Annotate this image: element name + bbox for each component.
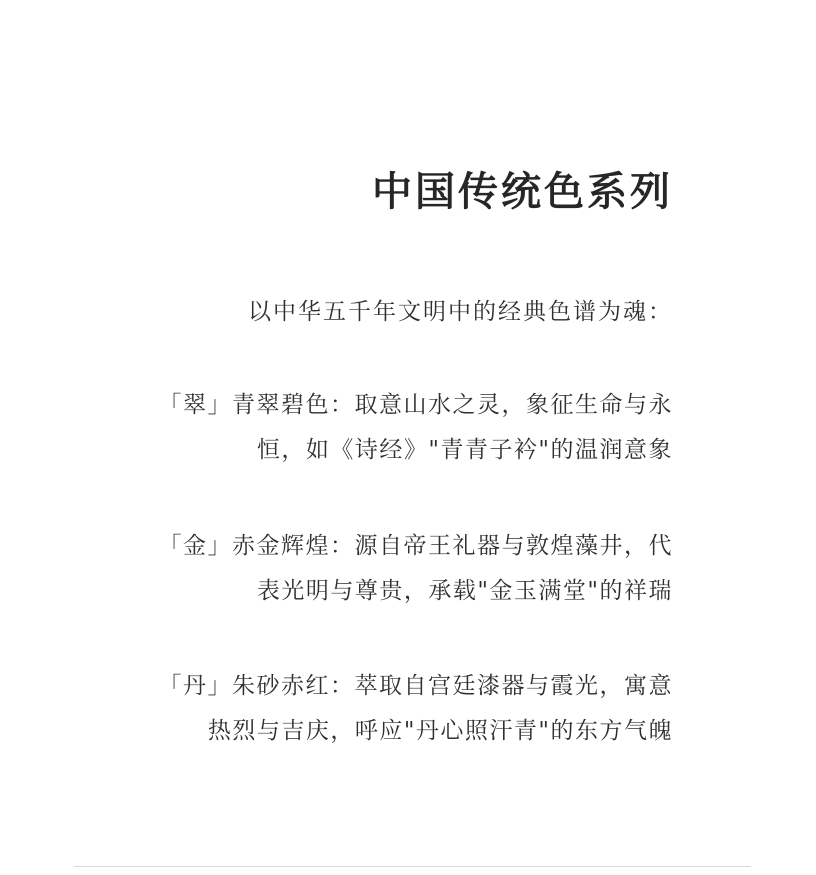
color-item-jin [159,524,674,614]
color-item-line: 「金」赤金辉煌：源自帝王礼器与敦煌藻井，代 [158,533,673,559]
color-item-line: 「丹」朱砂赤红：萃取自宫廷漆器与霞光，寓意 [158,673,673,699]
color-item-line: 表光明与尊贵，承载"金玉满堂"的祥瑞 [256,578,673,604]
color-item-line: 热烈与吉庆，呼应"丹心照汗青"的东方气魄 [207,718,673,744]
color-item-line: 恒，如《诗经》"青青子衿"的温润意象 [256,437,673,463]
page-title: 中国传统色系列 [372,168,673,215]
color-item-cui [159,383,674,473]
intro-text: 以中华五千年文明中的经典色谱为魂： [248,299,673,325]
divider [74,866,751,867]
color-item-line: 「翠」青翠碧色：取意山水之灵，象征生命与永 [158,392,673,418]
color-item-dan [159,664,674,754]
